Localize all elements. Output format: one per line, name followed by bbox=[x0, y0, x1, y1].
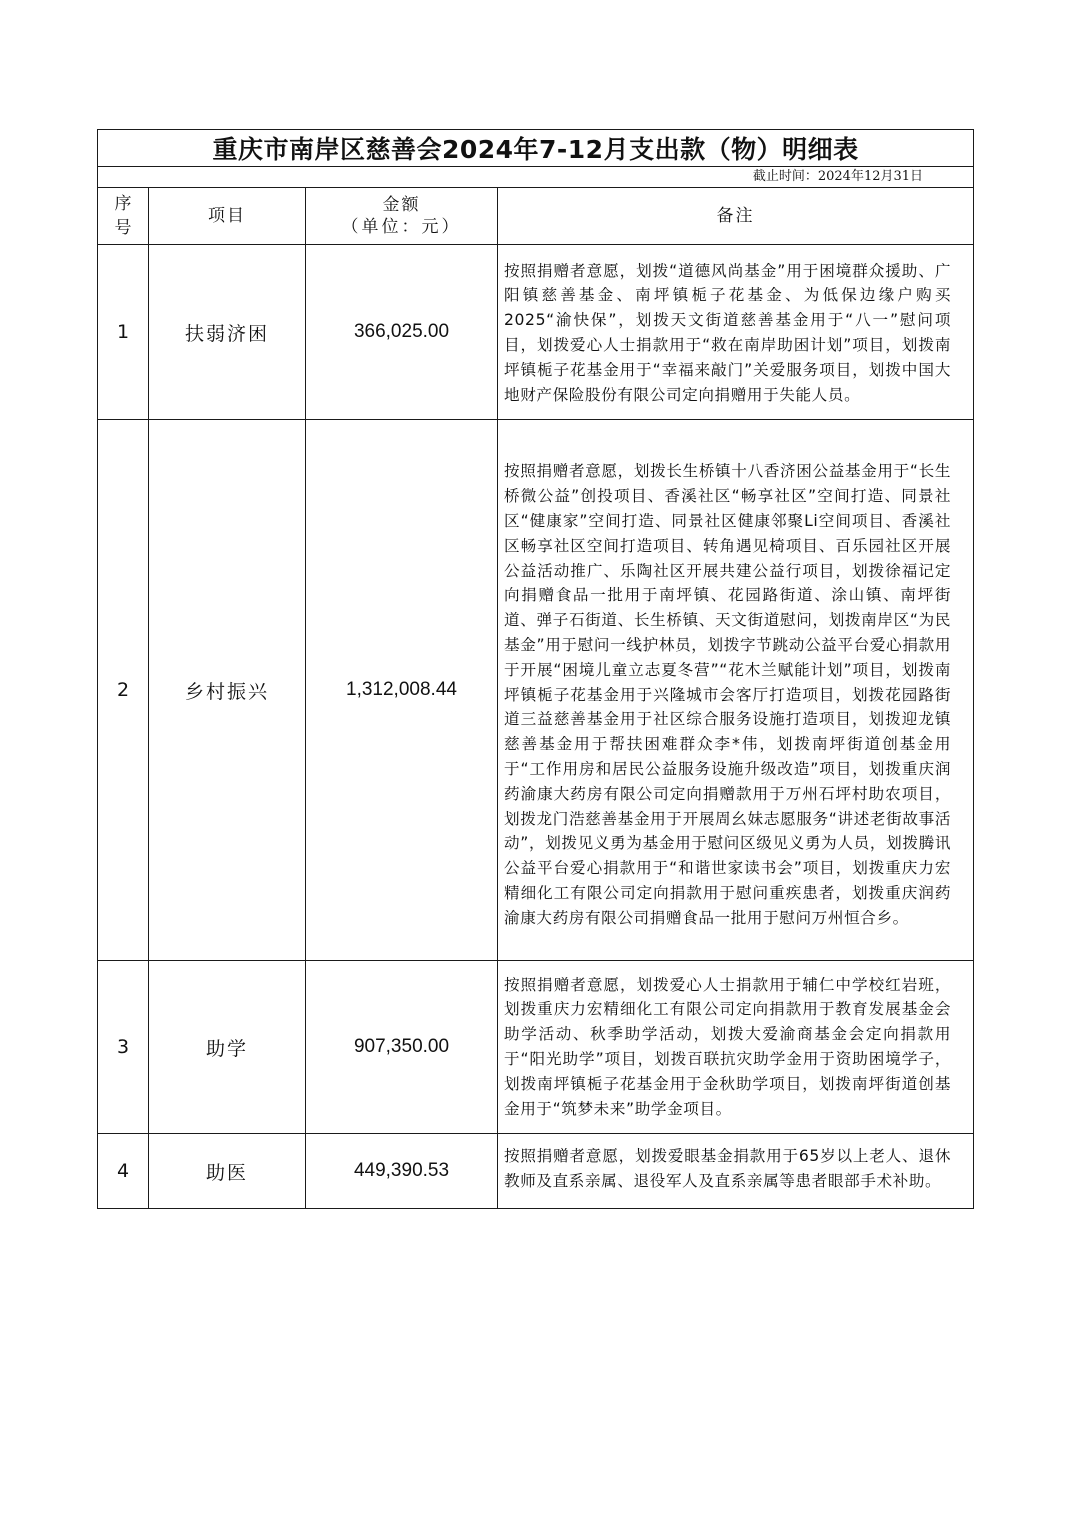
row-note: 按照捐赠者意愿，划拨长生桥镇十八香济困公益基金用于“长生桥微公益”创投项目、香溪社区“畅享社区”空间打造、同景社区“健康家”空间打造、同景社区健康邻聚Li空间项目、香溪社区畅享社区空间打造项目、转角遇见椅项目、百乐园社区开展公益活动推广、乐陶社区开展共建公益行项目，划拨徐福记定向捐赠食品一批用于南坪镇、花园路街道、涂山镇、南坪街道、弹子石街道、长生桥镇、天文街道慰问，划拨南岸区“为民基金”用于慰问一线护林员，划拨字节跳动公益平台爱心捐款用于开展“困境儿童立志夏冬营”“花木兰赋能计划”项目，划拨南坪镇栀子花基金用于兴隆城市会客厅打造项目，划拨花园路街道三益慈善基金用于社区综合服务设施打造项目，划拨迎龙镇慈善基金用于帮扶困难群众李*伟，划拨南坪街道创基金用于“工作用房和居民公益服务设施升级改造”项目，划拨重庆润药渝康大药房有限公司定向捐赠款用于万州石坪村助农项目，划拨龙门浩慈善基金用于开展周幺妹志愿服务“讲述老街故事活动”，划拨见义勇为基金用于慰问区级见义勇为人员，划拨腾讯公益平台爱心捐款用于“和谐世家读书会”项目，划拨重庆力宏精细化工有限公司定向捐款用于慰问重疾患者，划拨重庆润药渝康大药房有限公司捐赠食品一批用于慰问万州恒合乡。 bbox=[498, 420, 974, 961]
row-note: 按照捐赠者意愿，划拨“道德风尚基金”用于困境群众援助、广阳镇慈善基金、南坪镇栀子花基金、为低保边缘户购买2025“渝快保”，划拨天文街道慈善基金用于“八一”慰问项目，划拨爱心人士捐款用于“救在南岸助困计划”项目，划拨南坪镇栀子花基金用于“幸福来敲门”关爱服务项目，划拨中国大地财产保险股份有限公司定向捐赠用于失能人员。 bbox=[498, 245, 974, 420]
header-seq-line2: 号 bbox=[114, 218, 132, 238]
row-item: 助学 bbox=[149, 961, 306, 1134]
header-item: 项目 bbox=[149, 188, 306, 245]
row-item: 扶弱济困 bbox=[149, 245, 306, 420]
header-seq-line1: 序 bbox=[114, 194, 132, 214]
header-seq bbox=[98, 188, 149, 245]
row-note: 按照捐赠者意愿，划拨爱心人士捐款用于辅仁中学校红岩班，划拨重庆力宏精细化工有限公司定向捐款用于教育发展基金会助学活动、秋季助学活动，划拨大爱渝商基金会定向捐款用于“阳光助学”项目，划拨百联抗灾助学金用于资助困境学子，划拨南坪镇栀子花基金用于金秋助学项目，划拨南坪街道创基金用于“筑梦未来”助学金项目。 bbox=[498, 961, 974, 1134]
header-row bbox=[98, 188, 974, 245]
row-seq: 1 bbox=[98, 245, 149, 420]
row-item: 乡村振兴 bbox=[149, 420, 306, 961]
row-seq: 3 bbox=[98, 961, 149, 1134]
header-amount-line2: （单位：元） bbox=[341, 217, 462, 237]
row-amount: 366,025.00 bbox=[306, 245, 498, 420]
table-row bbox=[98, 961, 974, 1134]
expenditure-table bbox=[97, 129, 974, 1209]
table-row bbox=[98, 420, 974, 961]
row-seq: 2 bbox=[98, 420, 149, 961]
cutoff-date: 截止时间：2024年12月31日 bbox=[98, 167, 974, 188]
table-row bbox=[98, 1134, 974, 1209]
row-amount: 1,312,008.44 bbox=[306, 420, 498, 961]
row-amount: 907,350.00 bbox=[306, 961, 498, 1134]
header-note: 备注 bbox=[498, 188, 974, 245]
row-note: 按照捐赠者意愿，划拨爱眼基金捐款用于65岁以上老人、退休教师及直系亲属、退役军人及直系亲属等患者眼部手术补助。 bbox=[498, 1134, 974, 1209]
row-seq: 4 bbox=[98, 1134, 149, 1209]
header-amount bbox=[306, 188, 498, 245]
row-item: 助医 bbox=[149, 1134, 306, 1209]
row-amount: 449,390.53 bbox=[306, 1134, 498, 1209]
table-title: 重庆市南岸区慈善会2024年7-12月支出款（物）明细表 bbox=[98, 130, 974, 167]
header-amount-line1: 金额 bbox=[382, 195, 421, 215]
table-row bbox=[98, 245, 974, 420]
